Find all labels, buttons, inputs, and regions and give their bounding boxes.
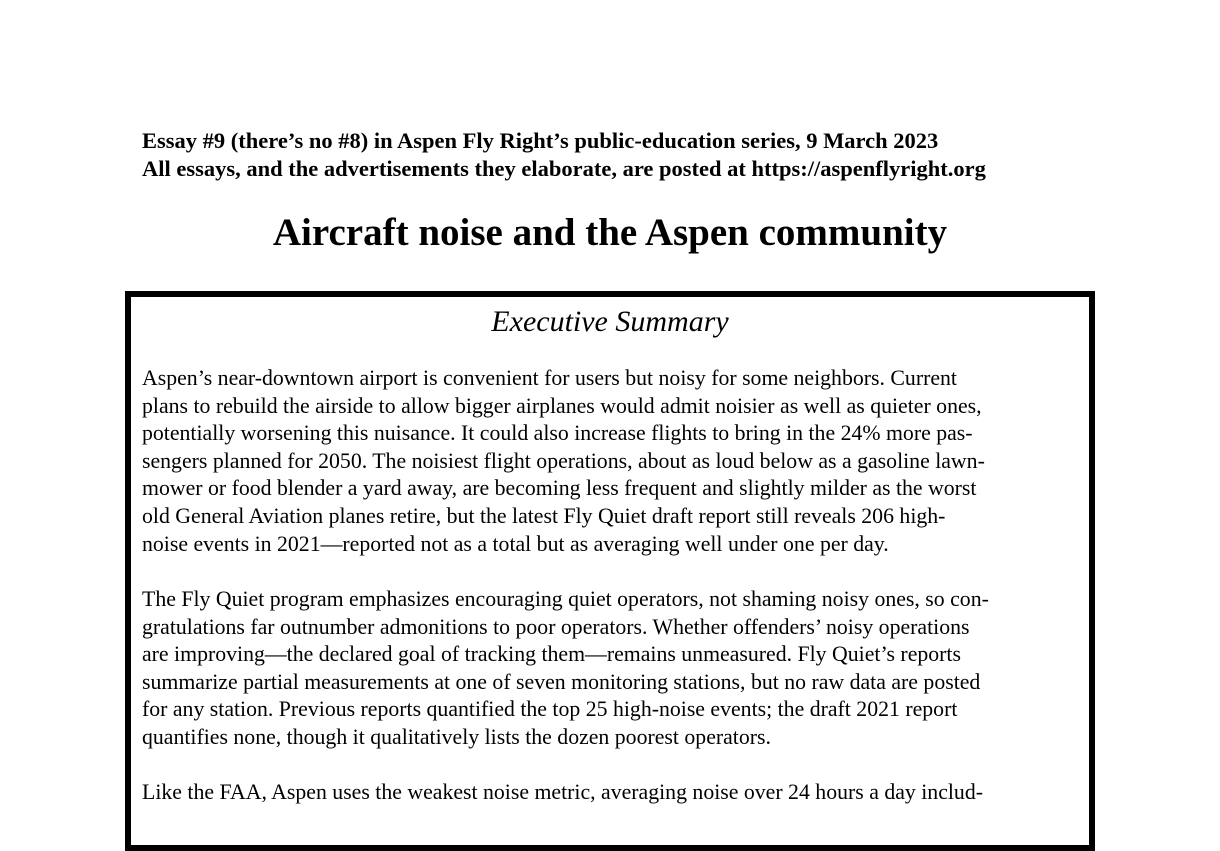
page-title: Aircraft noise and the Aspen community xyxy=(272,211,948,254)
summary-paragraph-2 xyxy=(142,586,1082,752)
essay-header xyxy=(142,127,1102,183)
paragraph-line: quantifies none, though it qualitatively lists the dozen poorest operators. xyxy=(142,724,771,749)
paragraph-line: noise events in 2021—reported not as a total but as averaging well under one per day. xyxy=(142,531,889,556)
paragraph-line: The Fly Quiet program emphasizes encouraging quiet operators, not shaming noisy ones, so con- xyxy=(142,587,989,611)
paragraph-line: Like the FAA, Aspen uses the weakest noise metric, averaging noise over 24 hours a day includ- xyxy=(142,780,983,804)
paragraph-line: mower or food blender a yard away, are becoming less frequent and slightly milder as the worst xyxy=(142,476,977,501)
paragraph-line: old General Aviation planes retire, but the latest Fly Quiet draft report still reveals 206 high- xyxy=(142,503,946,528)
paragraph-line: are improving—the declared goal of tracking them—remains unmeasured. Fly Quiet’s reports xyxy=(142,642,961,667)
header-series-line: Essay #9 (there’s no #8) in Aspen Fly Right’s public-education series, 9 March 2023 xyxy=(142,128,939,153)
summary-paragraph-3 xyxy=(142,779,1082,807)
paragraph-line: potentially worsening this nuisance. It could also increase flights to bring in the 24% more pas- xyxy=(142,421,973,446)
paragraph-line: plans to rebuild the airside to allow bigger airplanes would admit noisier as well as quieter ones, xyxy=(142,393,982,418)
summary-paragraph-1 xyxy=(142,365,1082,558)
paragraph-line: Aspen’s near-downtown airport is convenient for users but noisy for some neighbors. Current xyxy=(142,366,957,390)
header-website-line: All essays, and the advertisements they elaborate, are posted at https://aspenflyright.org xyxy=(142,156,986,181)
paragraph-line: sengers planned for 2050. The noisiest flight operations, about as loud below as a gasoline lawn- xyxy=(142,448,985,473)
executive-summary-heading: Executive Summary xyxy=(491,305,729,338)
paragraph-line: gratulations far outnumber admonitions to poor operators. Whether offenders’ noisy operations xyxy=(142,614,970,639)
paragraph-line: for any station. Previous reports quantified the top 25 high-noise events; the draft 2021 report xyxy=(142,697,958,722)
paragraph-line: summarize partial measurements at one of seven monitoring stations, but no raw data are posted xyxy=(142,669,981,694)
